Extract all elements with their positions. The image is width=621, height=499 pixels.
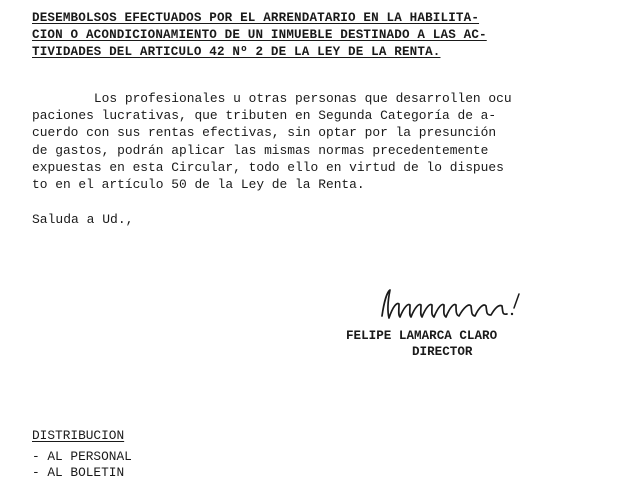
body-line-4: de gastos, podrán aplicar las mismas normas precedentemente	[32, 142, 489, 158]
heading-line-2: CION O ACONDICIONAMIENTO DE UN INMUEBLE DESTINADO A LAS AC-	[32, 28, 487, 42]
heading-line-1: DESEMBOLSOS EFECTUADOS POR EL ARRENDATARIO EN LA HABILITA-	[32, 11, 480, 25]
document-heading	[32, 10, 592, 61]
body-line-3: cuerdo con sus rentas efectivas, sin optar por la presunción	[32, 125, 497, 141]
body-line-2: paciones lucrativas, que tributen en Segunda Categoría de a-	[32, 108, 497, 124]
heading-line-3: TIVIDADES DEL ARTICULO 42 Nº 2 DE LA LEY DE LA RENTA.	[32, 45, 441, 59]
distribution-list	[32, 449, 132, 481]
body-paragraph	[32, 90, 592, 193]
body-line-5: expuestas en esta Circular, todo ello en virtud de lo dispues	[32, 159, 504, 175]
distribution-title: DISTRIBUCION	[32, 428, 125, 443]
distribution-item: - AL BOLETIN	[32, 465, 125, 480]
closing-salutation: Saluda a Ud.,	[32, 212, 134, 227]
signatory-title: DIRECTOR	[412, 345, 473, 359]
handwritten-signature	[378, 286, 548, 326]
signatory-name: FELIPE LAMARCA CLARO	[346, 329, 498, 343]
distribution-item: - AL PERSONAL	[32, 449, 132, 464]
body-line-1: Los profesionales u otras personas que desarrollen ocu	[32, 91, 512, 106]
body-line-6: to en el artículo 50 de la Ley de la Renta.	[32, 177, 365, 193]
